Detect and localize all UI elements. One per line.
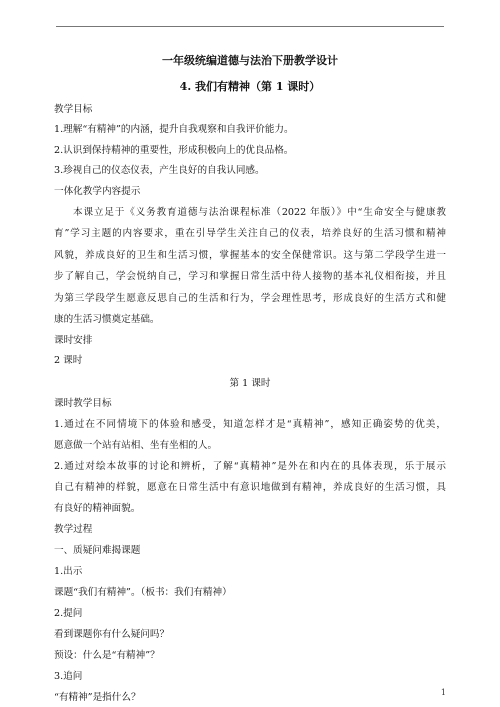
- section-heading: 课时安排: [54, 335, 93, 346]
- paragraph-line: 2.通过对绘本故事的讨论和辨析，了解“真精神”是外在和内在的具体表现，乐于展示: [54, 461, 446, 472]
- paragraph-line: 育”学习主题的内容要求，重在引导学生关注自己的仪表，培养良好的生活习惯和精神: [54, 228, 446, 239]
- page-number: 1: [440, 688, 446, 697]
- paragraph-line: 1.通过在不同情境下的体验和感受，知道怎样才是“真精神”，感知正确姿势的优美，: [54, 419, 446, 430]
- lesson-title: 4. 我们有精神（第 1 课时）: [179, 80, 321, 93]
- paragraph-line: 步了解自己，学会悦纳自己，学习和掌握日常生活中待人接物的基本礼仪相衔接，并且: [54, 271, 446, 282]
- objective-2: 2.认识到保持精神的重要性，形成积极向上的优良品格。: [54, 145, 294, 156]
- step-label: 1.出示: [54, 566, 83, 577]
- objective-1: 1.理解“有精神”的内涵，提升自我观察和自我评价能力。: [54, 124, 294, 135]
- paragraph-line: 为第三学段学生愿意反思自己的生活和行为，学会理性思考，形成良好的生活方式和健: [54, 293, 446, 304]
- section-heading: 课时教学目标: [54, 398, 112, 409]
- step-text: 看到课题你有什么疑问吗？: [54, 629, 170, 640]
- paragraph-line: 愿意做一个站有站相、坐有坐相的人。: [54, 440, 218, 451]
- step-text: 预设：什么是“有精神”？: [54, 650, 160, 661]
- step-text: “有精神”是指什么？: [54, 692, 141, 703]
- step-label: 2.提问: [54, 608, 83, 619]
- schedule-text: 2 课时: [54, 355, 83, 366]
- period-heading: 第 1 课时: [229, 378, 271, 389]
- objective-3: 3.珍视自己的仪态仪表，产生良好的自我认同感。: [54, 165, 265, 176]
- paragraph-line: 风貌，养成良好的卫生和生活习惯，掌握基本的安全保健常识。这与第二学段学生进一: [54, 250, 446, 261]
- paragraph-line: 有良好的精神面貌。: [54, 503, 141, 514]
- step-text: 课题“我们有精神”。（板书：我们有精神）: [54, 587, 232, 598]
- paragraph-line: 自己有精神的样貌，愿意在日常生活中有意识地做到有精神，养成良好的生活习惯，具: [54, 482, 446, 493]
- section-heading: 一体化教学内容提示: [54, 186, 141, 197]
- section-heading: 教学目标: [54, 104, 93, 115]
- section-heading: 教学过程: [54, 524, 93, 535]
- paragraph-line: 本课立足于《义务教育道德与法治课程标准（2022 年版）》中“生命安全与健康教: [73, 207, 446, 218]
- step-label: 3.追问: [54, 671, 83, 682]
- subsection-heading: 一、质疑问难揭课题: [54, 545, 141, 556]
- header-rule: [56, 26, 444, 27]
- document-title: 一年级统编道德与法治下册教学设计: [162, 54, 338, 67]
- paragraph-line: 康的生活习惯奠定基础。: [54, 314, 160, 325]
